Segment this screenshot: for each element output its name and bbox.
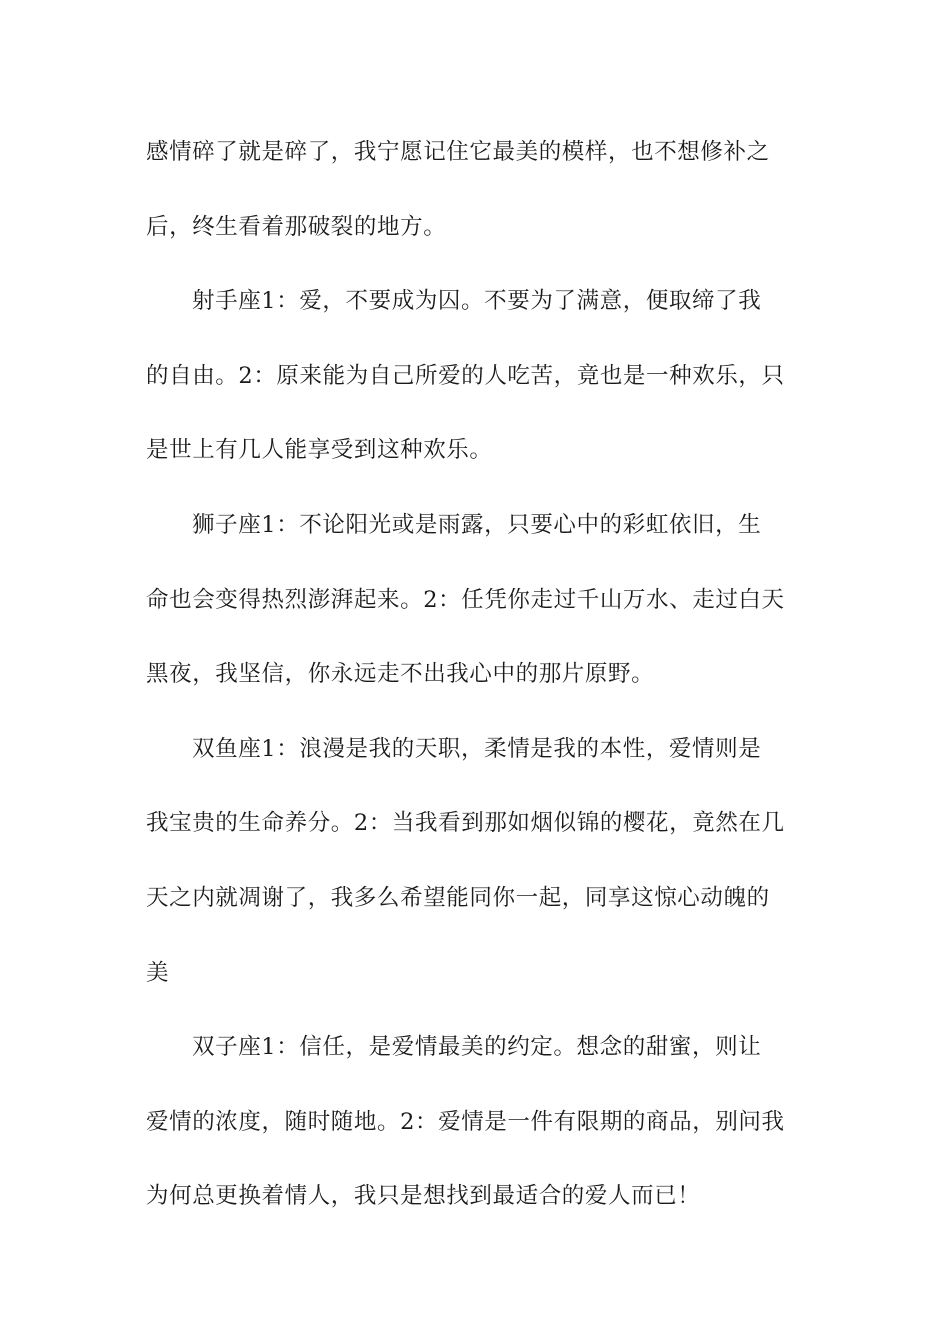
paragraph-sagittarius: [146, 264, 806, 488]
text-line: 感情碎了就是碎了，我宁愿记住它最美的模样，也不想修补之: [146, 139, 770, 165]
paragraph-broken-feelings: [146, 115, 806, 264]
paragraph-gemini: [146, 1010, 806, 1234]
text-line: 是世上有几人能享受到这种欢乐。: [146, 437, 493, 464]
text-line: 双子座1：信任，是爱情最美的约定。想念的甜蜜，则让: [192, 1034, 762, 1061]
paragraph-pisces: [146, 712, 806, 1010]
text-line: 爱情的浓度，随时随地。2：爱情是一件有限期的商品，别问我: [146, 1108, 785, 1135]
text-line: 狮子座1：不论阳光或是雨露，只要心中的彩虹依旧，生: [192, 511, 762, 538]
text-line: 天之内就凋谢了，我多么希望能同你一起，同享这惊心动魄的: [146, 884, 770, 911]
text-line: 双鱼座1：浪漫是我的天职，柔情是我的本性，爱情则是: [192, 735, 762, 762]
text-line: 的自由。2：原来能为自己所爱的人吃苦，竟也是一种欢乐，只: [146, 362, 785, 389]
text-line: 为何总更换着情人，我只是想找到最适合的爱人而已！: [146, 1183, 701, 1210]
text-line: 黑夜，我坚信，你永远走不出我心中的那片原野。: [146, 661, 655, 688]
text-line: 美: [146, 959, 170, 986]
text-line: 射手座1：爱，不要成为囚。不要为了满意，便取缔了我: [192, 288, 762, 315]
document-body: [146, 115, 806, 1234]
text-line: 我宝贵的生命养分。2：当我看到那如烟似锦的樱花，竟然在几: [146, 810, 785, 837]
text-line: 命也会变得热烈澎湃起来。2：任凭你走过千山万水、走过白天: [146, 586, 785, 613]
text-line: 后，终生看着那破裂的地方。: [146, 213, 447, 240]
paragraph-leo: [146, 488, 806, 712]
